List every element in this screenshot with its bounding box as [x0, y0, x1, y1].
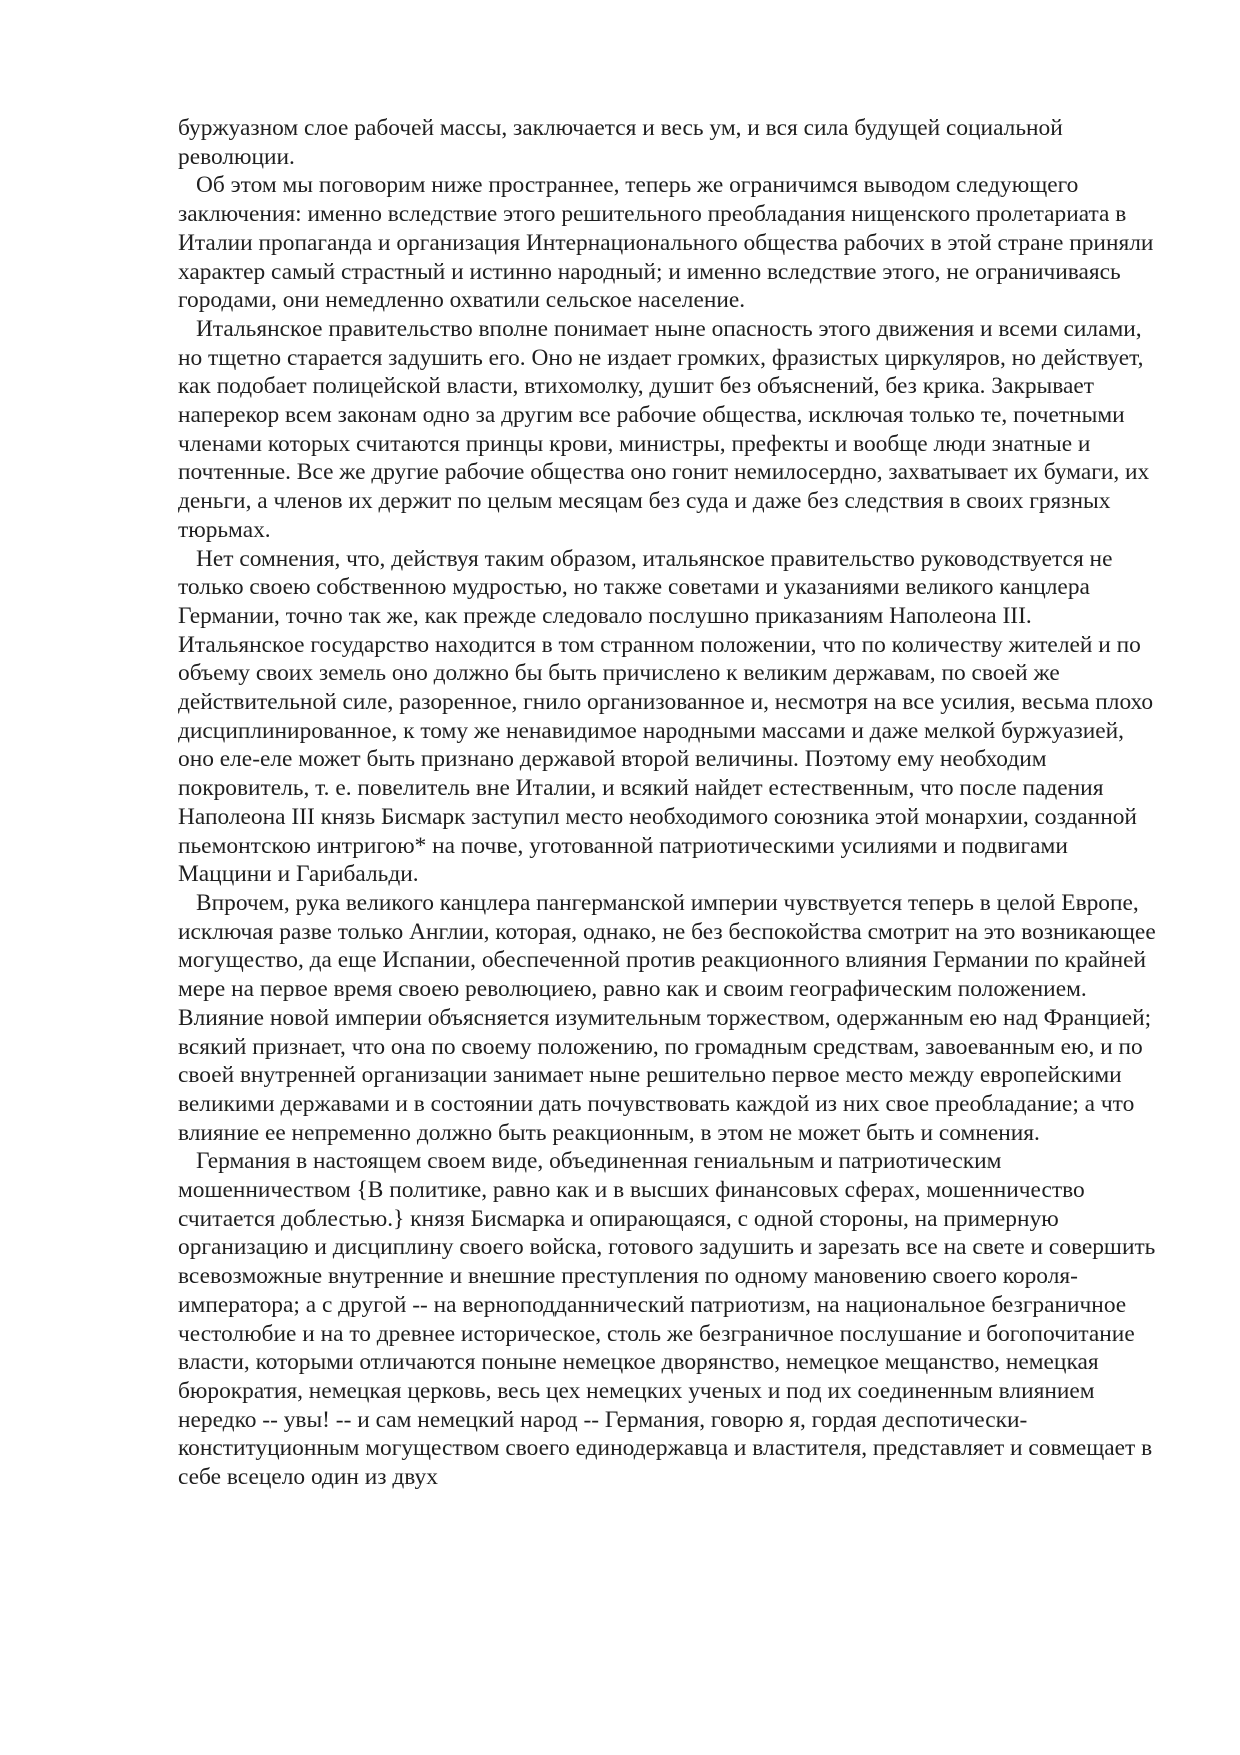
paragraph-3: Итальянское правительство вполне понимает ныне опасность этого движения и всеми силами, но тщетно старается задушить его. Оно не издает громких, фразистых циркуляров, но действует, как подобает полицейской власти, втихомолку, душит без объяснений, без крика. Закрывает наперекор всем законам одно за другим все рабочие общества, исключая только те, почетными членами которых считаются принцы крови, министры, префекты и вообще люди знатные и почтенные. Все же другие рабочие общества оно гонит немилосердно, захватывает их бумаги, их деньги, а членов их держит по целым месяцам без суда и даже без следствия в своих грязных тюрьмах.: [178, 315, 1150, 543]
document-page: [178, 114, 1158, 1492]
paragraph-1: буржуазном слое рабочей массы, заключается и весь ум, и вся сила будущей социальной революции.: [178, 115, 1063, 170]
paragraph-4: Нет сомнения, что, действуя таким образом, итальянское правительство руководствуется не только своею собственною мудростью, но также советами и указаниями великого канцлера Германии, точно так же, как прежде следовало послушно приказаниям Наполеона III. Итальянское государство находится в том странном положении, что по количеству жителей и по объему своих земель оно должно бы быть причислено к великим державам, по своей же действительной силе, разоренное, гнило организованное и, несмотря на все усилия, весьма плохо дисциплинированное, к тому же ненавидимое народными массами и даже мелкой буржуазией, оно еле-еле может быть признано державой второй величины. Поэтому ему необходим покровитель, т. е. повелитель вне Италии, и всякий найдет естественным, что после падения Наполеона III князь Бисмарк заступил место необходимого союзника этой монархии, созданной пьемонтскою интригою* на почве, уготованной патриотическими усилиями и подвигами Маццини и Гарибальди.: [178, 545, 1154, 888]
paragraph-6: Германия в настоящем своем виде, объединенная гениальным и патриотическим мошенничеством {В политике, равно как и в высших финансовых сферах, мошенничество считается доблестью.} князя Бисмарка и опирающаяся, с одной стороны, на примерную организацию и дисциплину своего войска, готового задушить и зарезать все на свете и совершить всевозможные внутренние и внешние преступления по одному мановению своего короля-императора; а с другой -- на верноподданнический патриотизм, на национальное безграничное честолюбие и на то древнее историческое, столь же безграничное послушание и богопочитание власти, которыми отличаются поныне немецкое дворянство, немецкое мещанство, немецкая бюрократия, немецкая церковь, весь цех немецких ученых и под их соединенным влиянием нередко -- увы! -- и сам немецкий народ -- Германия, говорю я, гордая деспотически-конституционным могуществом своего единодержавца и властителя, представляет и совмещает в себе всецело один из двух: [178, 1148, 1156, 1491]
paragraph-2: Об этом мы поговорим ниже пространнее, теперь же ограничимся выводом следующего заключения: именно вследствие этого решительного преобладания нищенского пролетариата в Италии пропаганда и организация Интернационального общества рабочих в этой стране приняли характер самый страстный и истинно народный; и именно вследствие этого, не ограничиваясь городами, они немедленно охватили сельское население.: [178, 172, 1154, 314]
paragraph-5: Впрочем, рука великого канцлера пангерманской империи чувствуется теперь в целой Европе, исключая разве только Англии, которая, однако, не без беспокойства смотрит на это возникающее могущество, да еще Испании, обеспеченной против реакционного влияния Германии по крайней мере на первое время своею революциею, равно как и своим географическим положением. Влияние новой империи объясняется изумительным торжеством, одержанным ею над Францией; всякий признает, что она по своему положению, по громадным средствам, завоеванным ею, и по своей внутренней организации занимает ныне решительно первое место между европейскими великими державами и в состоянии дать почувствовать каждой из них свое преобладание; а что влияние ее непременно должно быть реакционным, в этом не может быть и сомнения.: [178, 889, 1156, 1146]
